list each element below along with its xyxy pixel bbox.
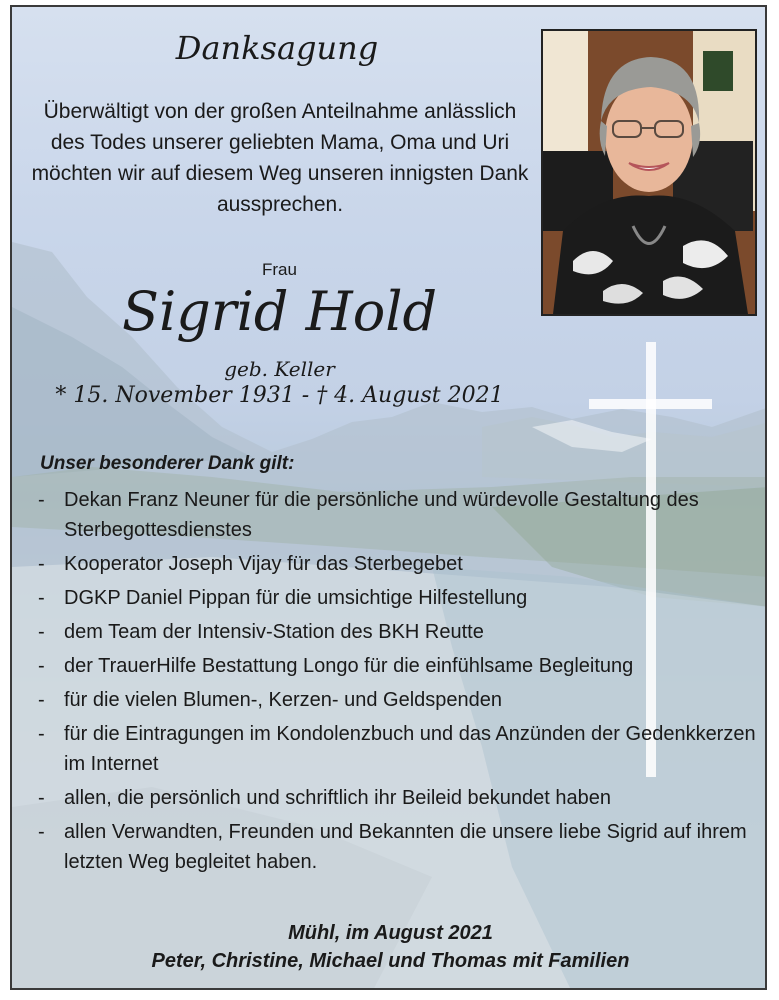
list-item: - für die Eintragungen im Kondolenzbuch und das Anzünden der Gedenkkerzen im Internet [38, 723, 756, 775]
place-date: Mühl, im August 2021 [288, 922, 493, 944]
list-item: - Kooperator Joseph Vijay für das Sterbegebet [38, 553, 463, 575]
list-item: - der TrauerHilfe Bestattung Longo für die einfühlsame Begleitung [38, 655, 634, 677]
deceased-name: Sigrid Hold [121, 280, 438, 343]
maiden-name: geb. Keller [224, 357, 335, 381]
life-dates: * 15. November 1931 - † 4. August 2021 [55, 383, 504, 408]
cross-horizontal-beam [589, 399, 712, 409]
list-item: - für die vielen Blumen-, Kerzen- und Geldspenden [38, 689, 503, 711]
salutation: Frau [262, 260, 297, 279]
list-item: - DGKP Daniel Pippan für die umsichtige Hilfestellung [38, 587, 528, 609]
portrait-photo [541, 29, 757, 316]
intro-text: Überwältigt von der großen Anteilnahme anlässlich des Todes unserer geliebten Mama, Oma und Uri möchten wir auf diesem Weg unseren innigsten Dank aussprechen. [31, 100, 529, 216]
list-item: - allen Verwandten, Freunden und Bekannten die unsere liebe Sigrid auf ihrem letzten Weg begleitet haben. [38, 821, 747, 873]
list-item: - Dekan Franz Neuner für die persönliche und würdevolle Gestaltung des Sterbegottesdienstes [38, 489, 699, 541]
obituary-card [10, 5, 767, 990]
list-item: - allen, die persönlich und schriftlich ihr Beileid bekundet haben [38, 787, 612, 809]
notice-title: Danksagung [175, 29, 379, 67]
thanks-list [32, 485, 767, 881]
signers: Peter, Christine, Michael und Thomas mit Familien [151, 950, 630, 972]
thanks-heading: Unser besonderer Dank gilt: [40, 453, 295, 474]
list-item: - dem Team der Intensiv-Station des BKH Reutte [38, 621, 484, 643]
